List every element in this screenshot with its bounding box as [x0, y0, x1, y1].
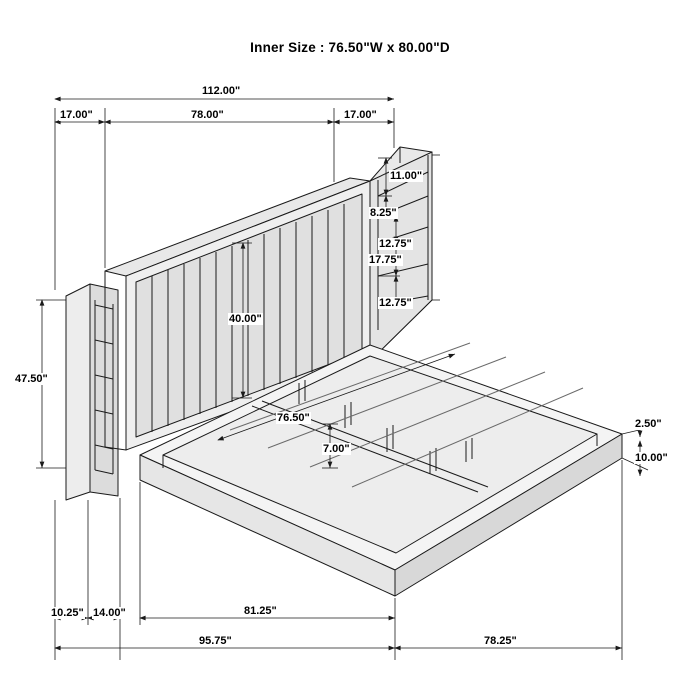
dim-depth-total-left: 95.75": [199, 635, 232, 647]
dim-headboard-height: 40.00": [229, 313, 262, 325]
dim-total-height: 47.50": [15, 373, 48, 385]
left-side-panel: [66, 284, 118, 500]
dim-foot-left-b: 14.00": [93, 607, 126, 619]
dim-shelf-c: 12.75": [379, 297, 412, 309]
dim-inner-depth-front: 81.25": [244, 605, 277, 617]
dim-overall-width: 112.00": [202, 85, 241, 97]
bed-geometry: [36, 99, 648, 660]
page-title: Inner Size : 76.50"W x 80.00"D: [250, 40, 450, 55]
dim-shelf-gap: 8.25": [370, 207, 397, 219]
dim-shelf-top: 11.00": [390, 170, 423, 182]
dim-foot-left-a: 10.25": [51, 607, 84, 619]
dim-shelf-a: 12.75": [379, 238, 412, 250]
dim-slat-height: 7.00": [323, 443, 350, 455]
dim-deck-height: 10.00": [635, 452, 668, 464]
dim-headboard-width: 78.00": [191, 109, 224, 121]
dim-right-panel-width: 17.00": [344, 109, 377, 121]
dim-rail-thickness: 2.50": [635, 418, 662, 430]
dim-left-panel-width: 17.00": [60, 109, 93, 121]
dim-shelf-b: 17.75": [369, 254, 402, 266]
dim-inner-width: 76.50": [277, 412, 310, 424]
dim-depth-total-right: 78.25": [484, 635, 517, 647]
